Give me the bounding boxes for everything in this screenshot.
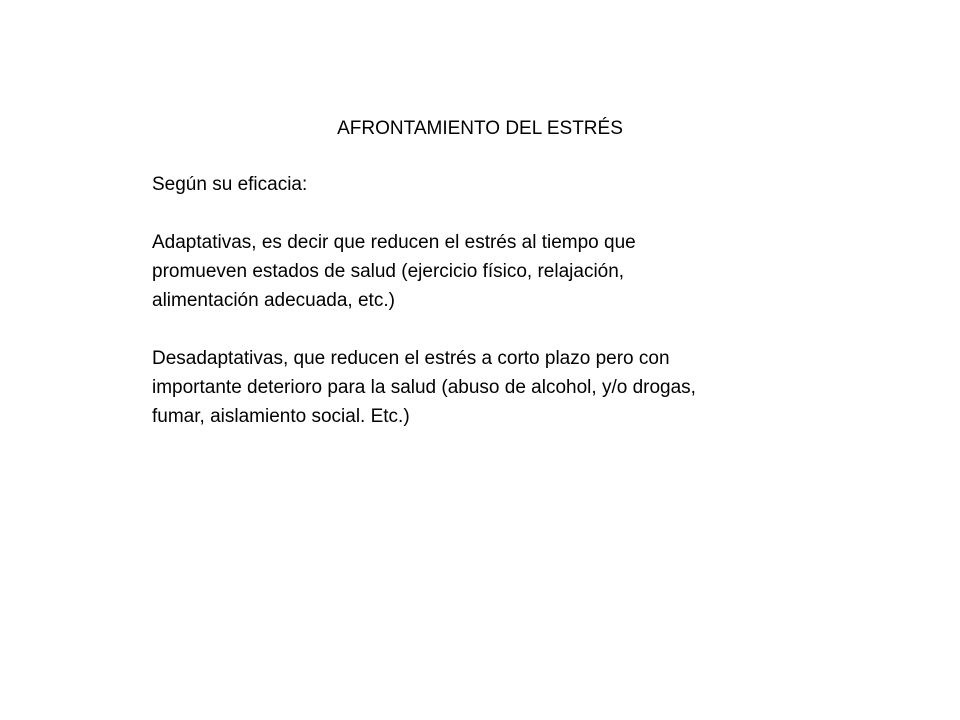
paragraph-adaptativas — [152, 228, 852, 315]
paragraph-line: Desadaptativas, que reducen el estrés a corto plazo pero con — [152, 348, 670, 369]
subtitle — [152, 170, 852, 199]
paragraph-line: fumar, aislamiento social. Etc.) — [152, 406, 410, 427]
paragraph-line: alimentación adecuada, etc.) — [152, 290, 395, 311]
slide-body — [152, 170, 852, 460]
paragraph-line: importante deterioro para la salud (abuso de alcohol, y/o drogas, — [152, 377, 696, 398]
subtitle-line: Según su eficacia: — [152, 174, 308, 195]
paragraph-line: promueven estados de salud (ejercicio físico, relajación, — [152, 261, 625, 282]
paragraph-desadaptativas — [152, 344, 852, 431]
paragraph-line: Adaptativas, es decir que reducen el estrés al tiempo que — [152, 232, 636, 253]
slide-title: AFRONTAMIENTO DEL ESTRÉS — [337, 118, 623, 139]
